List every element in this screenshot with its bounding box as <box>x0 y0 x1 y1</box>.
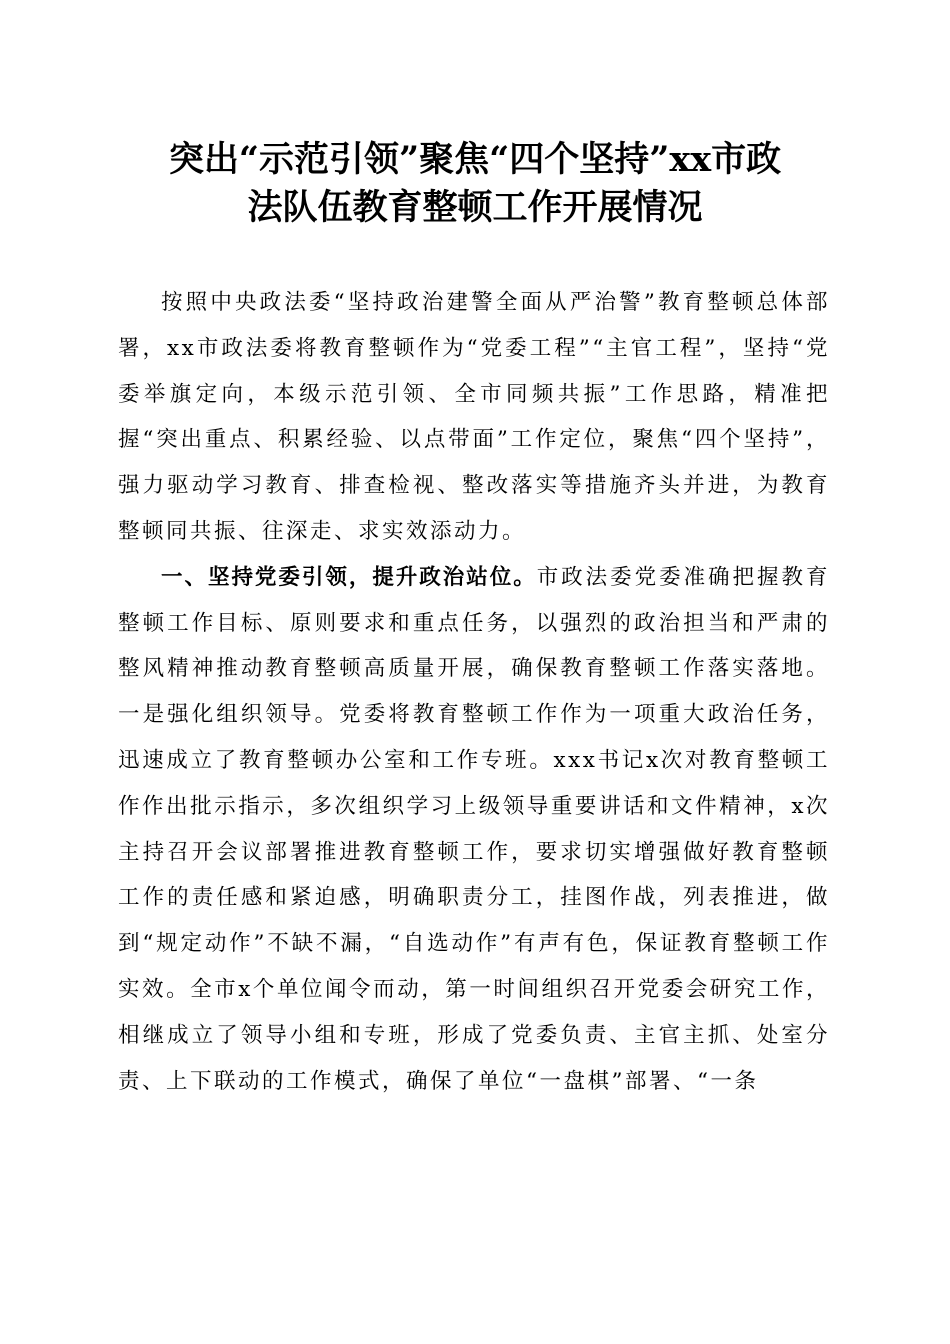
document-body <box>118 280 830 1104</box>
section-1-heading: 一、坚持党委引领，提升政治站位。 <box>161 564 537 590</box>
section-1-body: 市政法委党委准确把握教育整顿工作目标、原则要求和重点任务，以强烈的政治担当和严肃的整风精神推动教育整顿高质量开展，确保教育整顿工作落实落地。一是强化组织领导。党委将教育整顿工作作为一项重大政治任务，迅速成立了教育整顿办公室和工作专班。xxx书记x次对教育整顿工作作出批示指示，多次组织学习上级领导重要讲话和文件精神，x次主持召开会议部署推进教育整顿工作，要求切实增强做好教育整顿工作的责任感和紧迫感，明确职责分工，挂图作战，列表推进，做到“规定动作”不缺不漏，“自选动作”有声有色，保证教育整顿工作实效。全市x个单位闻令而动，第一时间组织召开党委会研究工作，相继成立了领导小组和专班，形成了党委负责、主官主抓、处室分责、上下联动的工作模式，确保了单位“一盘棋”部署、“一条 <box>118 564 830 1094</box>
document-title <box>110 136 840 232</box>
section-1-paragraph <box>118 555 830 1105</box>
title-line-1: 突出“示范引领”聚焦“四个坚持”xx市政 <box>168 139 782 180</box>
title-line-2: 法队伍教育整顿工作开展情况 <box>247 187 703 228</box>
intro-paragraph: 按照中央政法委“坚持政治建警全面从严治警”教育整顿总体部署，xx市政法委将教育整顿作为“党委工程”“主官工程”，坚持“党委举旗定向，本级示范引领、全市同频共振”工作思路，精准把握“突出重点、积累经验、以点带面”工作定位，聚焦“四个坚持”，强力驱动学习教育、排查检视、整改落实等措施齐头并进，为教育整顿同共振、往深走、求实效添动力。 <box>118 290 830 544</box>
